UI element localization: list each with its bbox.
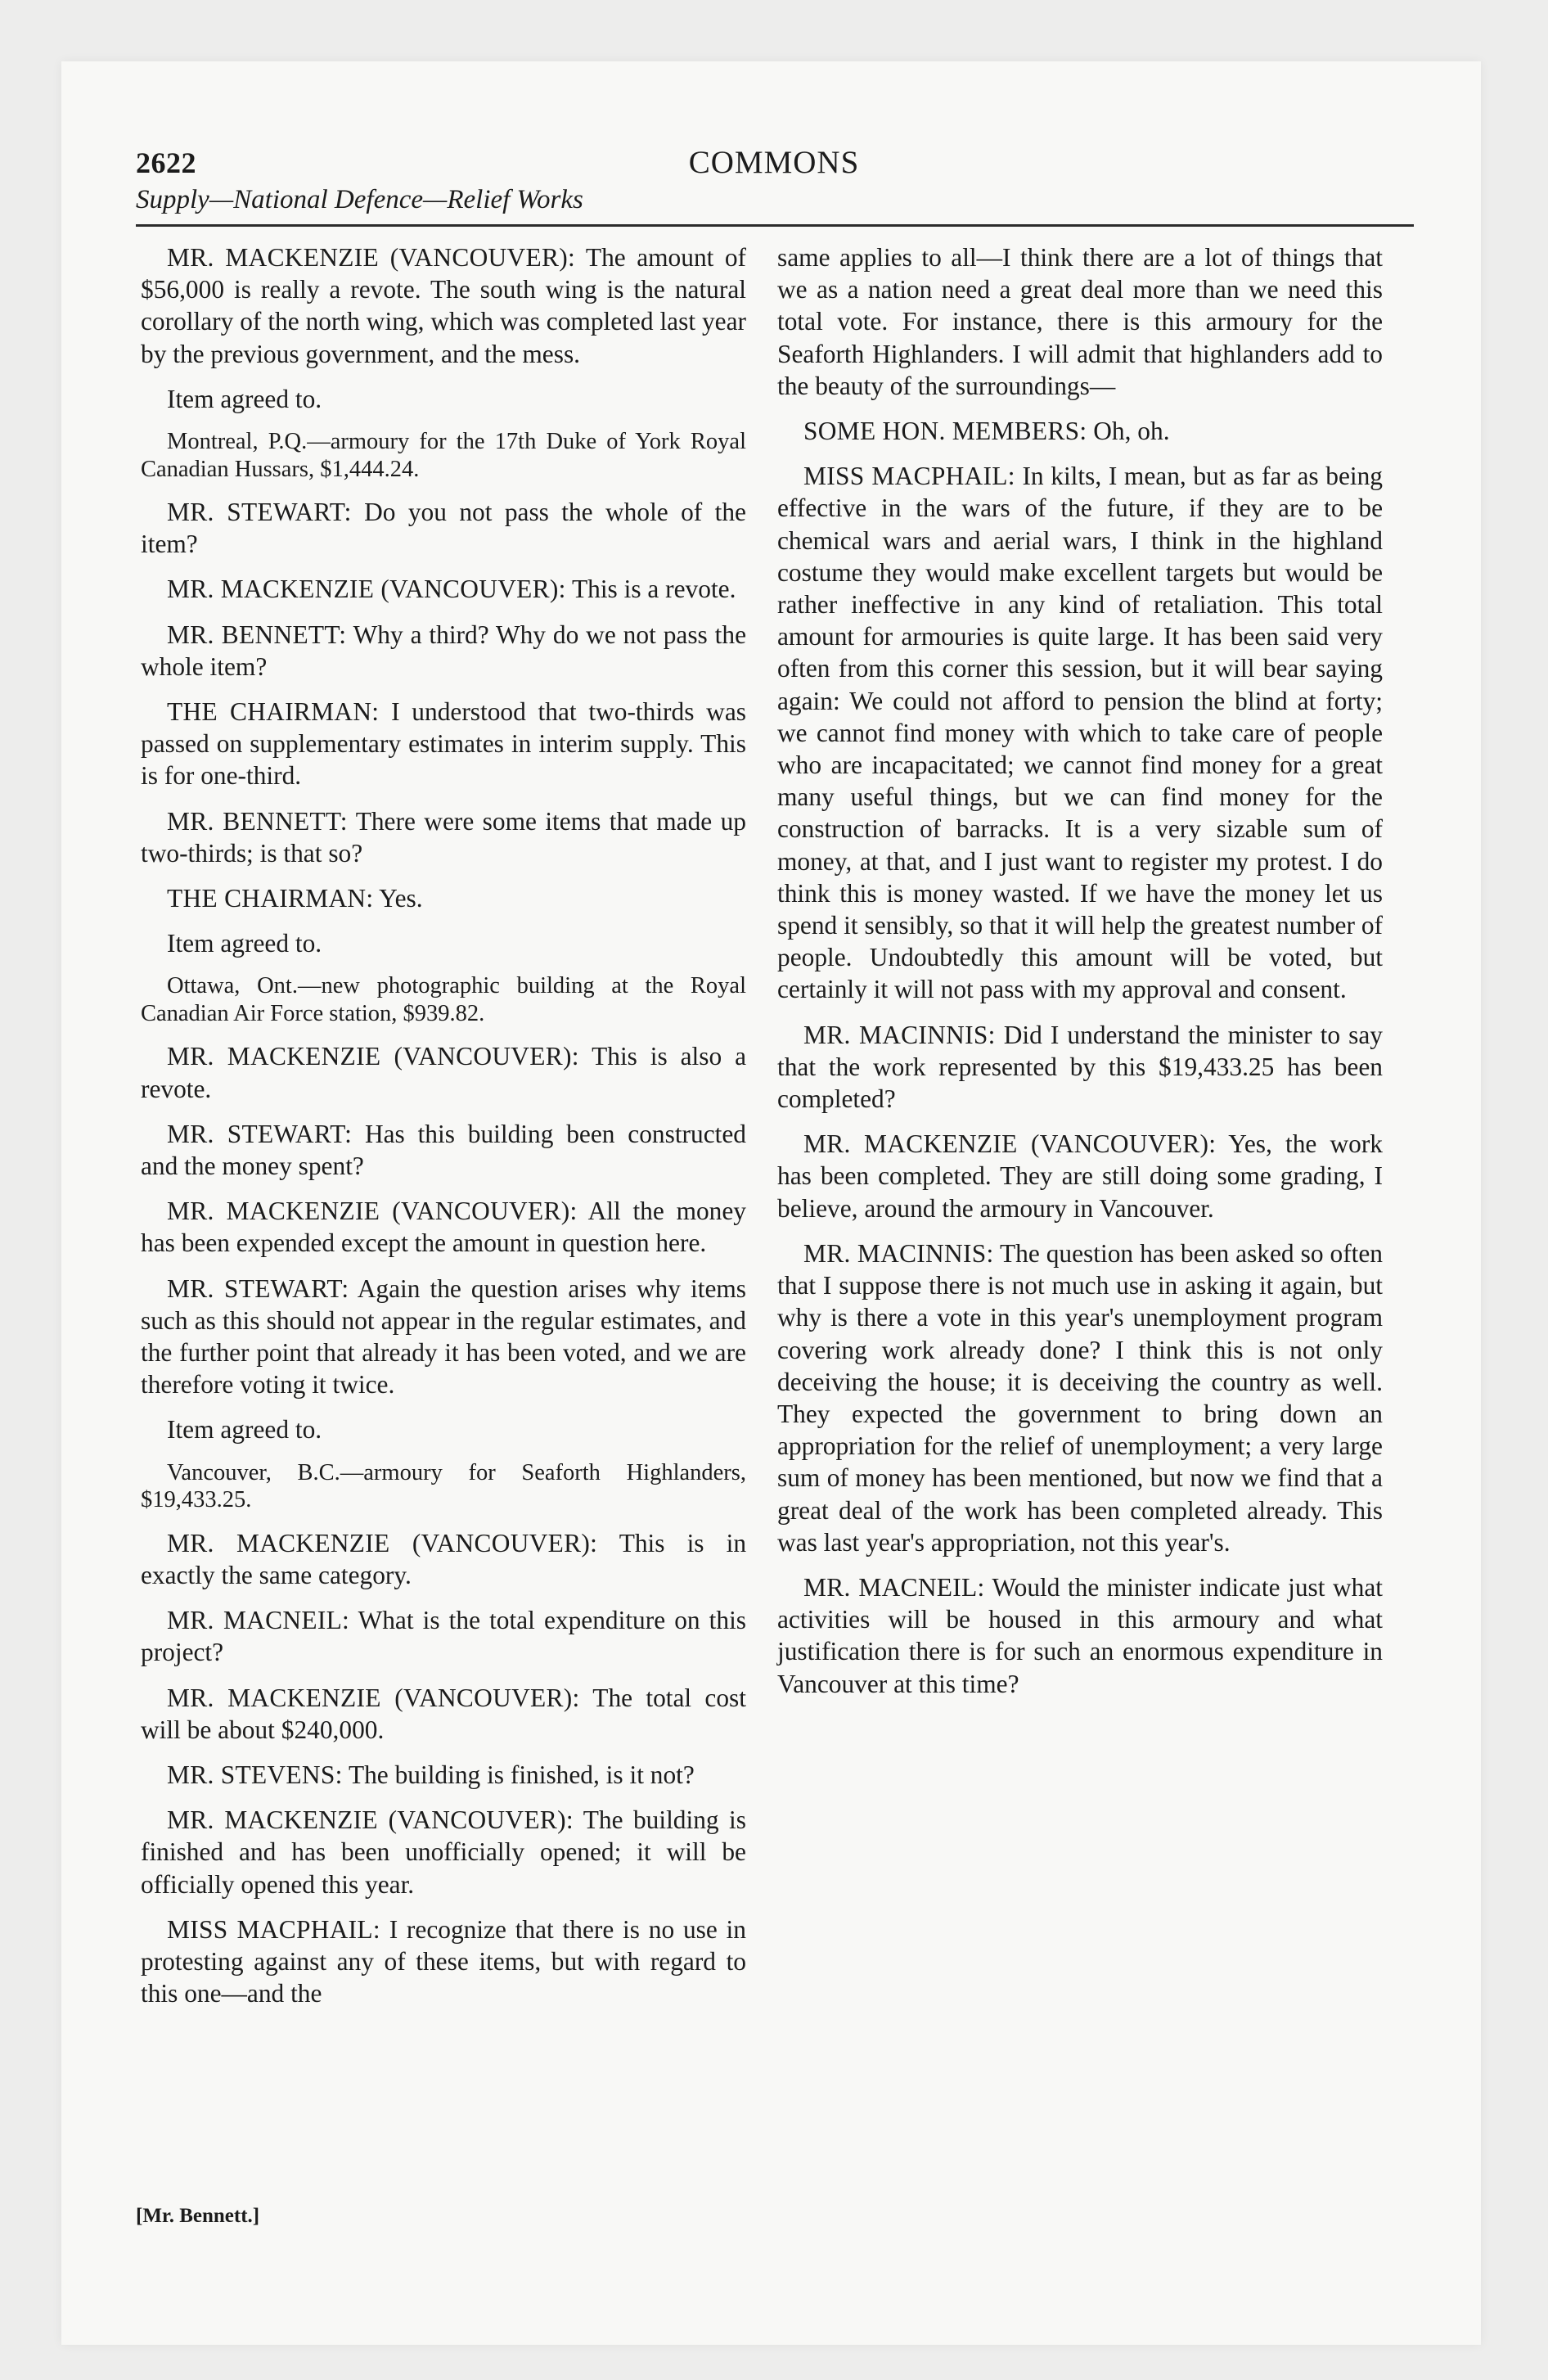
paragraph-text: All the money has been expended except the amount in question here.	[141, 1197, 746, 1258]
paragraph-text: Vancouver, B.C.—armoury for Seaforth Highlanders, $19,433.25.	[141, 1459, 746, 1513]
right-column	[777, 241, 1383, 1713]
speech-paragraph	[777, 1019, 1383, 1116]
speech-paragraph	[141, 619, 746, 683]
speaker-name: MR. STEWART:	[167, 498, 352, 527]
speech-paragraph	[777, 1128, 1383, 1224]
paragraph-text: same applies to all—I think there are a lot of things that we as a nation need a great deal more than we need this total vote. For instance, there is this armoury for the Seaforth Highlanders. I will admit that highlanders add to the beauty of the surroundings—	[777, 243, 1383, 400]
paragraph-text: Did I understand the minister to say that the work represented by this $19,433.25 has been completed?	[777, 1020, 1383, 1114]
speaker-name: MR. MACKENZIE (VANCOUVER):	[167, 1042, 579, 1071]
speech-paragraph	[141, 573, 746, 605]
speaker-name: MR. BENNETT:	[167, 620, 347, 649]
paragraph-text: What is the total expenditure on this project?	[141, 1606, 747, 1667]
paragraph-text: Item agreed to.	[167, 384, 322, 413]
speech-paragraph	[141, 1273, 746, 1401]
speaker-name: MR. MACKENZIE (VANCOUVER):	[167, 575, 566, 604]
speech-paragraph	[777, 1571, 1383, 1700]
speech-paragraph	[141, 1913, 746, 2010]
paragraph-text: Do you not pass the whole of the item?	[141, 498, 746, 559]
speech-paragraph	[777, 460, 1383, 1005]
paragraph-text: This is a revote.	[571, 575, 736, 604]
speaker-name: MISS MACPHAIL:	[167, 1914, 380, 1944]
speaker-name: MR. MACKENZIE (VANCOUVER):	[803, 1129, 1217, 1159]
paragraph-text: Item agreed to.	[167, 929, 322, 958]
speaker-name: MR. MACKENZIE (VANCOUVER):	[167, 1197, 578, 1226]
estimate-item-heading	[141, 972, 746, 1027]
speech-paragraph	[141, 1604, 746, 1668]
speaker-name: MR. MACKENZIE (VANCOUVER):	[167, 1528, 598, 1557]
speech-continuation	[777, 241, 1383, 402]
speech-paragraph	[141, 1759, 746, 1791]
speaker-name: MR. MACINNIS:	[803, 1020, 996, 1049]
paragraph-text: Again the question arises why items such as this should not appear in the regular estimates, and the further point that already it has been voted, and we are therefore voting it twice.	[141, 1273, 747, 1400]
speaker-name: MR. STEWART:	[167, 1273, 349, 1303]
speech-paragraph	[141, 241, 746, 370]
speech-paragraph	[141, 882, 746, 914]
paragraph-text: Would the minister indicate just what activities will be housed in this armoury and what justification there is for such an enormous expenditure in Vancouver at this time?	[777, 1572, 1384, 1698]
paragraph-text: The question has been asked so often that I suppose there is not much use in asking it again, but why is there a vote in this year's unemployment program covering work already done? I think this is not only deceiving the house; it is deceiving the country as well. They expected the government to bring down an appropriation for the relief of unemployment; a very large sum of money has been mentioned, but now we find that a great deal of the work has been completed already. This was last year's appropriation, not this year's.	[777, 1238, 1384, 1557]
speech-paragraph	[141, 496, 746, 560]
paragraph-text: The building is finished, is it not?	[348, 1760, 695, 1789]
paragraph-text: The total cost will be about $240,000.	[141, 1683, 746, 1744]
speech-paragraph	[141, 696, 746, 792]
paragraph-text: In kilts, I mean, but as far as being effective in the wars of the future, if they are to be chemical wars and aerial wars, I think in the highland costume they would make excellent targets but would be rather ineffective in any kind of retaliation. This total amount for armouries is quite large. It has been said very often from this corner this session, but it will bear saying again: We could not afford to pension the blind at forty; we cannot find money with which to take care of people who are incapacitated; we cannot find money for a great many useful things, but we can find money for the construction of barracks. It is a very sizable sum of money, at that, and I just want to register my protest. I do think this is money wasted. If we have the money let us spend it sensibly, so that it will help the greatest number of people. Undoubtedly this amount will be voted, but certainly it will not pass with my approval and consent.	[777, 462, 1383, 1004]
speaker-name: SOME HON. MEMBERS:	[803, 417, 1087, 446]
speech-paragraph	[141, 1118, 746, 1182]
paragraph-text: Has this building been constructed and the money spent?	[141, 1119, 746, 1181]
paragraph-text: This is in exactly the same category.	[141, 1528, 747, 1589]
speaker-name: MR. MACKENZIE (VANCOUVER):	[167, 1805, 574, 1835]
section-subtitle: Supply—National Defence—Relief Works	[136, 185, 583, 214]
speaker-name: THE CHAIRMAN:	[167, 697, 380, 727]
speaker-name: MR. MACNEIL:	[803, 1572, 985, 1602]
paragraph-text: The building is finished and has been unofficially opened; it will be officially opened this year.	[141, 1805, 746, 1899]
speech-paragraph	[141, 1040, 746, 1104]
speech-paragraph	[777, 415, 1383, 447]
speech-paragraph	[141, 1682, 746, 1746]
left-column	[141, 241, 746, 2022]
footer-note: [Mr. Bennett.]	[136, 2205, 260, 2227]
speaker-name: THE CHAIRMAN:	[167, 884, 374, 913]
header-rule	[136, 224, 1414, 227]
paragraph-text: Ottawa, Ont.—new photographic building at the Royal Canadian Air Force station, $939.82.	[141, 973, 746, 1026]
speaker-name: MR. MACKENZIE (VANCOUVER):	[167, 1683, 580, 1712]
speech-paragraph	[141, 805, 746, 869]
paragraph-text: This is also a revote.	[141, 1042, 747, 1103]
speech-paragraph	[141, 383, 746, 415]
paragraph-text: I recognize that there is no use in protesting against any of these items, but with regard to this one—and the	[141, 1914, 746, 2008]
speech-paragraph	[141, 1195, 746, 1259]
speaker-name: MISS MACPHAIL:	[803, 462, 1015, 491]
paragraph-text: I understood that two-thirds was passed on supplementary estimates in interim supply. This is for one-third.	[141, 697, 746, 791]
estimate-item-heading	[141, 1459, 746, 1514]
speaker-name: MR. MACKENZIE (VANCOUVER):	[167, 243, 575, 272]
paragraph-text: Yes, the work has been completed. They are still doing some grading, I believe, around the armoury in Vancouver.	[777, 1129, 1383, 1223]
paragraph-text: Item agreed to.	[167, 1415, 322, 1445]
paragraph-text: There were some items that made up two-thirds; is that so?	[141, 806, 746, 868]
speaker-name: MR. MACINNIS:	[803, 1238, 994, 1268]
paragraph-text: Yes.	[379, 884, 423, 913]
estimate-item-heading	[141, 428, 746, 483]
paragraph-text: Oh, oh.	[1093, 417, 1170, 446]
speaker-name: MR. BENNETT:	[167, 806, 348, 836]
page-number: 2622	[136, 146, 196, 179]
speaker-name: MR. STEVENS:	[167, 1760, 343, 1789]
speech-paragraph	[141, 1413, 746, 1445]
speech-paragraph	[141, 927, 746, 959]
speech-paragraph	[141, 1804, 746, 1900]
speaker-name: MR. MACNEIL:	[167, 1606, 350, 1635]
speech-paragraph	[777, 1237, 1383, 1558]
paragraph-text: The amount of $56,000 is really a revote. The south wing is the natural corollary of the north wing, which was completed last year by the previous government, and the mess.	[141, 243, 747, 368]
running-title: COMMONS	[688, 145, 860, 180]
speaker-name: MR. STEWART:	[167, 1119, 353, 1148]
paragraph-text: Montreal, P.Q.—armoury for the 17th Duke of York Royal Canadian Hussars, $1,444.24.	[141, 429, 746, 482]
speech-paragraph	[141, 1527, 746, 1591]
paragraph-text: Why a third? Why do we not pass the whole item?	[141, 620, 747, 681]
